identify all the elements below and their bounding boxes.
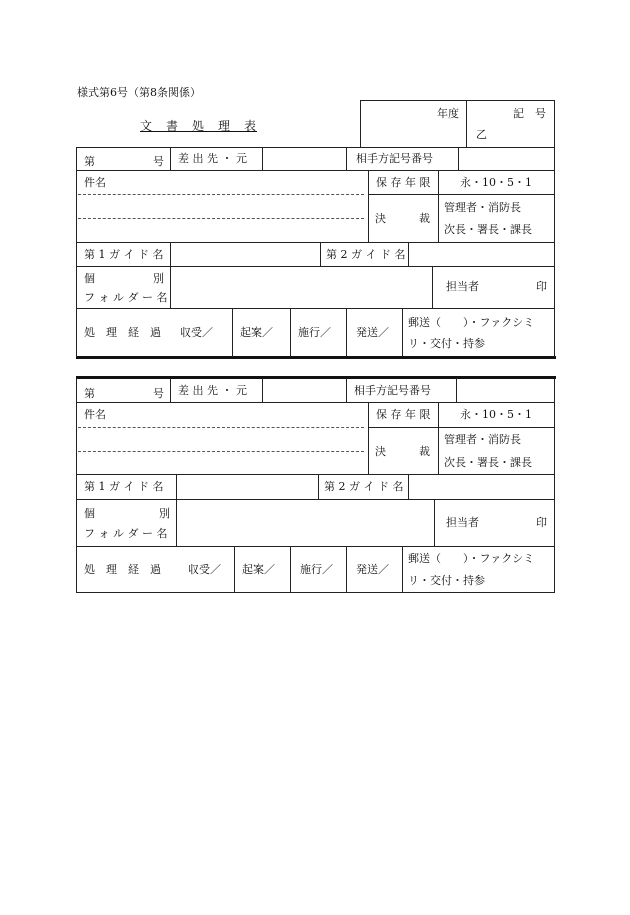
nendo-label: 年度	[437, 107, 459, 120]
received-label: 収受／	[180, 326, 213, 339]
retention-label: 保 存 年 限	[376, 408, 431, 421]
delivery-method-2: リ・交付・持参	[408, 337, 485, 350]
number-go-label: 号	[153, 155, 164, 168]
individual-label-a: 個	[84, 272, 95, 285]
header-box-left	[360, 100, 361, 147]
process-history-label: 処 理 経 過	[84, 326, 161, 339]
header-box-right	[554, 100, 555, 147]
delivery-method-1: 郵送（ ）・ファクシミ	[408, 552, 535, 565]
approver-line-2: 次長・署長・課長	[444, 223, 532, 236]
number-dai-label: 第	[84, 387, 95, 400]
guide2-label: 第 2 ガ イ ド 名	[324, 480, 404, 493]
folder-name-label: フ ォ ル ダ ー 名	[84, 291, 168, 304]
retention-value: 永・10・5・1	[460, 176, 532, 189]
number-go-label: 号	[153, 387, 164, 400]
drafted-label: 起案／	[240, 326, 273, 339]
approver-line-1: 管理者・消防長	[444, 201, 521, 214]
individual-label-b: 別	[153, 272, 164, 285]
form-id: 様式第6号（第8条関係）	[77, 86, 201, 99]
folder-name-label: フ ォ ル ダ ー 名	[84, 527, 168, 540]
document-title: 文 書 処 理 表	[140, 119, 258, 133]
enforced-label: 施行／	[300, 563, 333, 576]
enforced-label: 施行／	[298, 326, 331, 339]
delivery-method-1: 郵送（ ）・ファクシミ	[408, 316, 535, 329]
sashidashi-label: 差 出 先 ・ 元	[178, 384, 247, 397]
number-dai-label: 第	[84, 155, 95, 168]
approver-line-1: 管理者・消防長	[444, 433, 521, 446]
process-history-label: 処 理 経 過	[84, 563, 161, 576]
subject-label: 件名	[84, 408, 106, 421]
aite-number-label: 相手方記号番号	[354, 384, 431, 397]
individual-label-a: 個	[84, 507, 95, 520]
subject-label: 件名	[84, 176, 106, 189]
retention-value: 永・10・5・1	[460, 408, 532, 421]
header-box-top	[360, 100, 554, 101]
individual-label-b: 別	[159, 507, 170, 520]
sashidashi-label: 差 出 先 ・ 元	[178, 152, 247, 165]
received-label: 収受／	[188, 563, 221, 576]
otsu-label: 乙	[476, 128, 487, 141]
approval-label: 決 裁	[375, 212, 430, 225]
guide2-label: 第 2 ガ イ ド 名	[326, 248, 406, 261]
guide1-label: 第 1 ガ イ ド 名	[84, 480, 164, 493]
person-in-charge-label: 担当者	[446, 280, 479, 293]
sent-label: 発送／	[356, 326, 389, 339]
drafted-label: 起案／	[242, 563, 275, 576]
retention-label: 保 存 年 限	[376, 176, 431, 189]
seal-label: 印	[536, 280, 547, 293]
approver-line-2: 次長・署長・課長	[444, 456, 532, 469]
header-box-mid	[466, 100, 467, 147]
sent-label: 発送／	[356, 563, 389, 576]
guide1-label: 第 1 ガ イ ド 名	[84, 248, 164, 261]
delivery-method-2: リ・交付・持参	[408, 574, 485, 587]
aite-number-label: 相手方記号番号	[356, 152, 433, 165]
approval-label: 決 裁	[375, 445, 430, 458]
kigo-label: 記 号	[513, 107, 546, 120]
seal-label: 印	[536, 516, 547, 529]
person-in-charge-label: 担当者	[446, 516, 479, 529]
